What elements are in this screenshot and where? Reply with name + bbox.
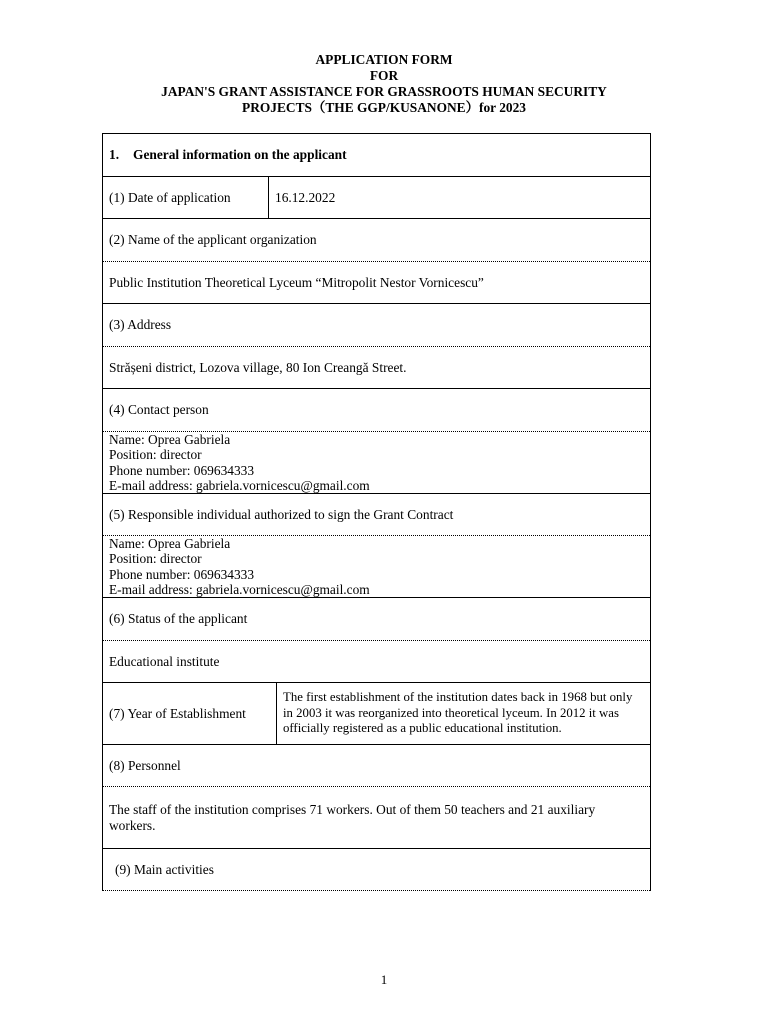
personnel-label: (8) Personnel (103, 745, 650, 787)
date-value: 16.12.2022 (275, 189, 336, 205)
activities-label: (9) Main activities (103, 849, 650, 891)
signatory-name: Name: Oprea Gabriela (109, 535, 231, 551)
org-value: Public Institution Theoretical Lyceum “Mitropolit Nestor Vornicescu” (103, 262, 650, 304)
contact-email: E-mail address: gabriela.vornicescu@gmail.com (109, 478, 370, 493)
signatory-position: Position: director (109, 551, 202, 566)
personnel-value: The staff of the institution comprises 71 workers. Out of them 50 teachers and 21 auxiliary workers. (103, 787, 650, 849)
date-label: (1) Date of application (103, 177, 269, 218)
signatory-details (103, 536, 650, 598)
address-value: Strășeni district, Lozova village, 80 Ion Creangă Street. (103, 347, 650, 389)
section-header (103, 134, 650, 177)
contact-label: (4) Contact person (103, 389, 650, 432)
status-label: (6) Status of the applicant (103, 598, 650, 641)
title-line-3: JAPAN'S GRANT ASSISTANCE FOR GRASSROOTS HUMAN SECURITY (161, 84, 607, 99)
applicant-info-table (102, 133, 651, 891)
establishment-label: (7) Year of Establishment (103, 683, 277, 744)
section-number: 1. (109, 147, 120, 162)
date-row (103, 177, 650, 219)
contact-details (103, 432, 650, 494)
title-line-1: APPLICATION FORM (315, 52, 453, 67)
section-title: General information on the applicant (133, 147, 347, 162)
status-value: Educational institute (103, 641, 650, 683)
page-number: 1 (380, 972, 388, 987)
signatory-email: E-mail address: gabriela.vornicescu@gmail.com (109, 582, 370, 597)
contact-phone: Phone number: 069634333 (109, 462, 255, 478)
org-label: (2) Name of the applicant organization (103, 219, 650, 262)
address-label: (3) Address (103, 304, 650, 347)
title-line-4: PROJECTS（THE GGP/KUSANONE）for 2023 (242, 100, 526, 115)
signatory-label: (5) Responsible individual authorized to sign the Grant Contract (103, 494, 650, 536)
title-line-2: FOR (369, 68, 399, 83)
contact-name: Name: Oprea Gabriela (109, 431, 231, 447)
contact-position: Position: director (109, 447, 202, 462)
establishment-value: The first establishment of the institution dates back in 1968 but only in 2003 it was reorganized into theoretical lyceum. In 2012 it was officially registered as a public educational institution. (283, 690, 633, 736)
signatory-phone: Phone number: 069634333 (109, 566, 255, 582)
establishment-row (103, 683, 650, 745)
form-title (100, 52, 668, 116)
